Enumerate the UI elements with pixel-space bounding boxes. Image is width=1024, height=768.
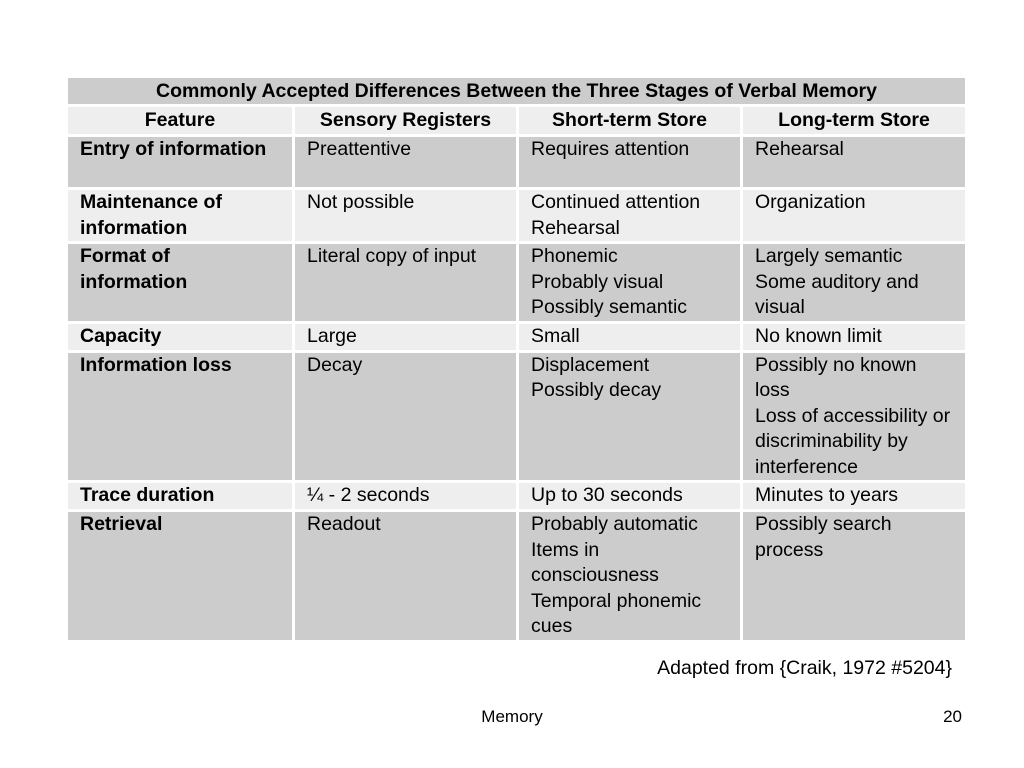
short-term-value: Up to 30 seconds bbox=[531, 484, 683, 506]
feature-cell bbox=[68, 187, 292, 241]
column-header-short-term-store: Short-term Store bbox=[516, 104, 740, 134]
long-term-cell bbox=[740, 480, 965, 509]
column-header-sensory-registers: Sensory Registers bbox=[292, 104, 516, 134]
long-term-value: Rehearsal bbox=[755, 138, 844, 160]
short-term-cell bbox=[516, 134, 740, 187]
table-row-format-of-information bbox=[68, 241, 965, 321]
feature-label: Trace duration bbox=[80, 484, 215, 506]
short-term-value: Displacement Possibly decay bbox=[531, 353, 662, 401]
column-header-long-term-store: Long-term Store bbox=[740, 104, 965, 134]
sensory-value: Literal copy of input bbox=[307, 245, 477, 267]
sensory-cell bbox=[292, 241, 516, 321]
sensory-value: Decay bbox=[307, 353, 363, 376]
sensory-value: ¼ - 2 seconds bbox=[307, 484, 430, 506]
feature-label: Format of information bbox=[80, 245, 188, 293]
short-term-value: Requires attention bbox=[531, 138, 690, 160]
long-term-cell bbox=[740, 187, 965, 241]
short-term-cell bbox=[516, 321, 740, 350]
table-row-information-loss bbox=[68, 350, 965, 481]
short-term-value: Probably automatic Items in consciousness Temporal phonemic cues bbox=[531, 513, 702, 637]
feature-cell bbox=[68, 509, 292, 640]
feature-label: Maintenance of information bbox=[80, 191, 222, 239]
table-row-capacity bbox=[68, 321, 965, 350]
table-title: Commonly Accepted Differences Between the Three Stages of Verbal Memory bbox=[68, 75, 965, 104]
long-term-value: Largely semantic Some auditory and visual bbox=[755, 245, 919, 318]
sensory-cell bbox=[292, 321, 516, 350]
footer-label: Memory bbox=[481, 707, 543, 726]
column-header-feature: Feature bbox=[68, 104, 292, 134]
sensory-cell bbox=[292, 187, 516, 241]
feature-cell bbox=[68, 480, 292, 509]
feature-cell bbox=[68, 241, 292, 321]
feature-label: Information loss bbox=[80, 353, 232, 376]
feature-cell bbox=[68, 321, 292, 350]
table-row-maintenance-of-information bbox=[68, 187, 965, 241]
sensory-value: Not possible bbox=[307, 191, 415, 213]
long-term-cell bbox=[740, 350, 965, 481]
short-term-value: Small bbox=[531, 324, 580, 347]
sensory-cell bbox=[292, 480, 516, 509]
feature-cell bbox=[68, 134, 292, 187]
sensory-cell bbox=[292, 509, 516, 640]
feature-label: Entry of information bbox=[80, 138, 267, 160]
long-term-value: Possibly no known loss Loss of accessibility or discriminability by interference bbox=[755, 353, 951, 478]
short-term-cell bbox=[516, 480, 740, 509]
long-term-value: Possibly search process bbox=[755, 513, 892, 561]
short-term-value: Phonemic Probably visual Possibly semantic bbox=[531, 245, 688, 318]
sensory-cell bbox=[292, 134, 516, 187]
memory-comparison-table bbox=[68, 75, 965, 640]
short-term-cell bbox=[516, 509, 740, 640]
long-term-cell bbox=[740, 321, 965, 350]
table-header-row bbox=[68, 104, 965, 134]
long-term-cell bbox=[740, 509, 965, 640]
long-term-value: Minutes to years bbox=[755, 484, 899, 506]
feature-label: Retrieval bbox=[80, 513, 163, 535]
table-row-trace-duration bbox=[68, 480, 965, 509]
feature-label: Capacity bbox=[80, 324, 162, 347]
short-term-cell bbox=[516, 187, 740, 241]
long-term-cell bbox=[740, 241, 965, 321]
short-term-cell bbox=[516, 350, 740, 481]
feature-cell bbox=[68, 350, 292, 481]
long-term-value: Organization bbox=[755, 191, 866, 213]
short-term-cell bbox=[516, 241, 740, 321]
table-row-retrieval bbox=[68, 509, 965, 640]
citation: Adapted from {Craik, 1972 #5204} bbox=[657, 657, 952, 679]
page-number: 20 bbox=[943, 707, 962, 726]
sensory-cell bbox=[292, 350, 516, 481]
sensory-value: Large bbox=[307, 324, 357, 347]
long-term-value: No known limit bbox=[755, 324, 882, 347]
sensory-value: Preattentive bbox=[307, 138, 412, 160]
table-title-row bbox=[68, 75, 965, 104]
sensory-value: Readout bbox=[307, 513, 381, 535]
long-term-cell bbox=[740, 134, 965, 187]
short-term-value: Continued attention Rehearsal bbox=[531, 191, 701, 239]
table-row-entry-of-information bbox=[68, 134, 965, 187]
